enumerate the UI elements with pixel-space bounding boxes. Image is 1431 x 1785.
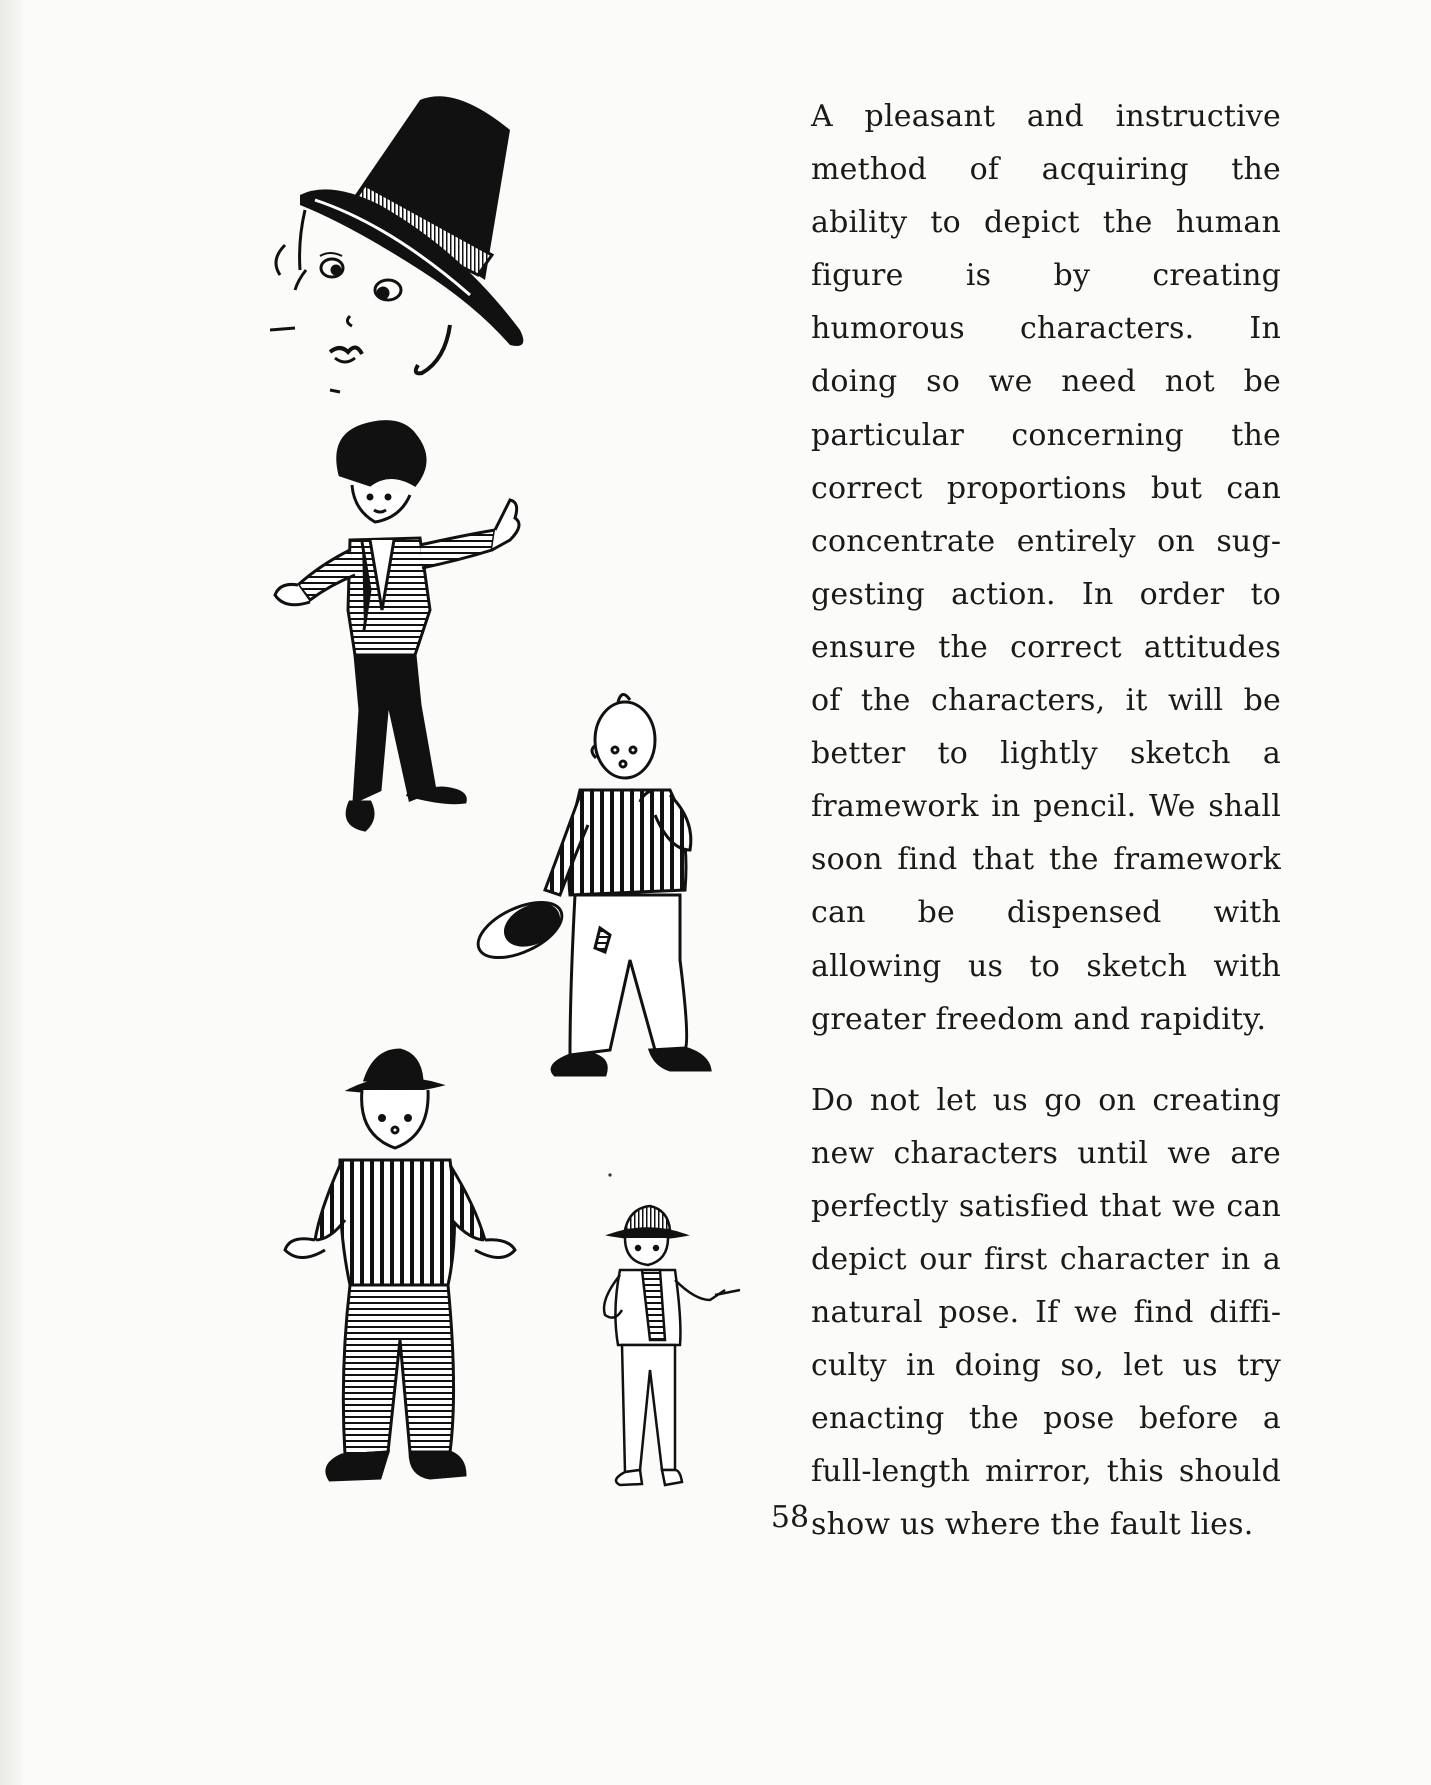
paragraph-1: A pleasant and instructive method of acquiring the ability to depict the human figure is by creating humorous characters. In doing so we need not be particular concerning the correct proportions but can concentrate entirely on suggesting action. In order to ensure the correct attitudes of the characters, it will be better to lightly sketch a framework in pencil. We shall soon find that the framework can be dispensed with allowing us to sketch with greater freedom and rapidity. — [811, 99, 1281, 1037]
curly-hair-boy-gesturing — [275, 422, 519, 830]
ink-speck — [608, 1173, 611, 1176]
illustrations-column — [270, 90, 790, 1510]
illustrations-svg — [270, 90, 790, 1510]
bald-man-holding-hat — [470, 694, 710, 1075]
paragraph-2: Do not let us go on creating new characters until we are perfectly satisfied that we can depict our first character in a natural pose. If we find difficulty in doing so, let us try enacting the pose before a full-length mirror, this should show us where the fault lies. — [811, 1082, 1281, 1543]
page-number: 58 — [770, 1500, 810, 1535]
page-gutter-shadow — [0, 0, 22, 1785]
body-text-column — [811, 90, 1281, 1552]
top-hat-boy-face — [270, 96, 523, 392]
striped-shirt-man-shrugging — [285, 1050, 515, 1480]
small-boy-pointing — [604, 1206, 740, 1485]
